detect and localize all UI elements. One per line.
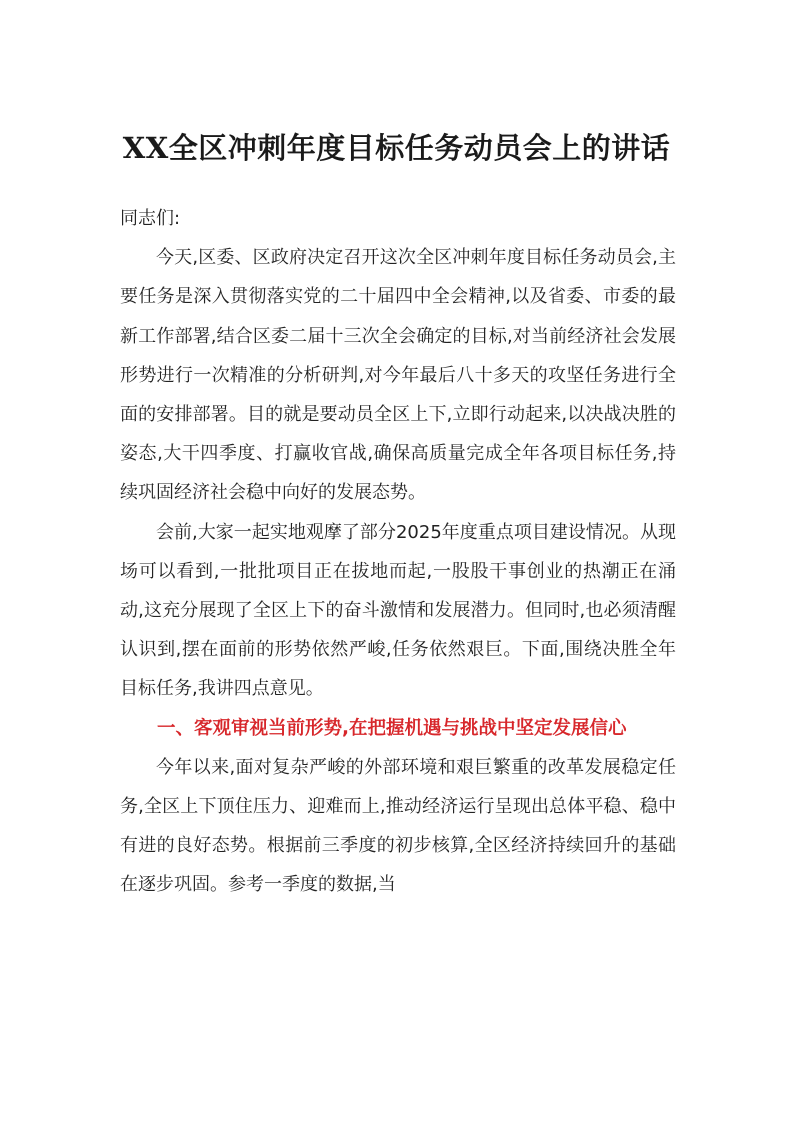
section-heading: 一、客观审视当前形势,在把握机遇与挑战中坚定发展信心: [157, 717, 627, 739]
document-body: [120, 199, 676, 905]
salutation: 同志们:: [120, 208, 181, 229]
document-title: XX全区冲刺年度目标任务动员会上的讲话: [122, 131, 671, 165]
section-paragraph: 今年以来,面对复杂严峻的外部环境和艰巨繁重的改革发展稳定任务,全区上下顶住压力、迎难而上,推动经济运行呈现出总体平稳、稳中有进的良好态势。根据前三季度的初步核算,全区经济持续回升的基础在逐步巩固。参考一季度的数据,当: [120, 756, 676, 896]
paragraph-1: 今天,区委、区政府决定召开这次全区冲刺年度目标任务动员会,主要任务是深入贯彻落实党的二十届四中全会精神,以及省委、市委的最新工作部署,结合区委二届十三次全会确定的目标,对当前经济社会发展形势进行一次精准的分析研判,对今年最后八十多天的攻坚任务进行全面的安排部署。目的就是要动员全区上下,立即行动起来,以决战决胜的姿态,大干四季度、打赢收官战,确保高质量完成全年各项目标任务,持续巩固经济社会稳中向好的发展态势。: [120, 247, 676, 504]
paragraph-2: 会前,大家一起实地观摩了部分2025年度重点项目建设情况。从现场可以看到,一批批项目正在拔地而起,一股股干事创业的热潮正在涌动,这充分展现了全区上下的奋斗激情和发展潜力。但同时,也必须清醒认识到,摆在面前的形势依然严峻,任务依然艰巨。下面,围绕决胜全年目标任务,我讲四点意见。: [120, 521, 676, 700]
